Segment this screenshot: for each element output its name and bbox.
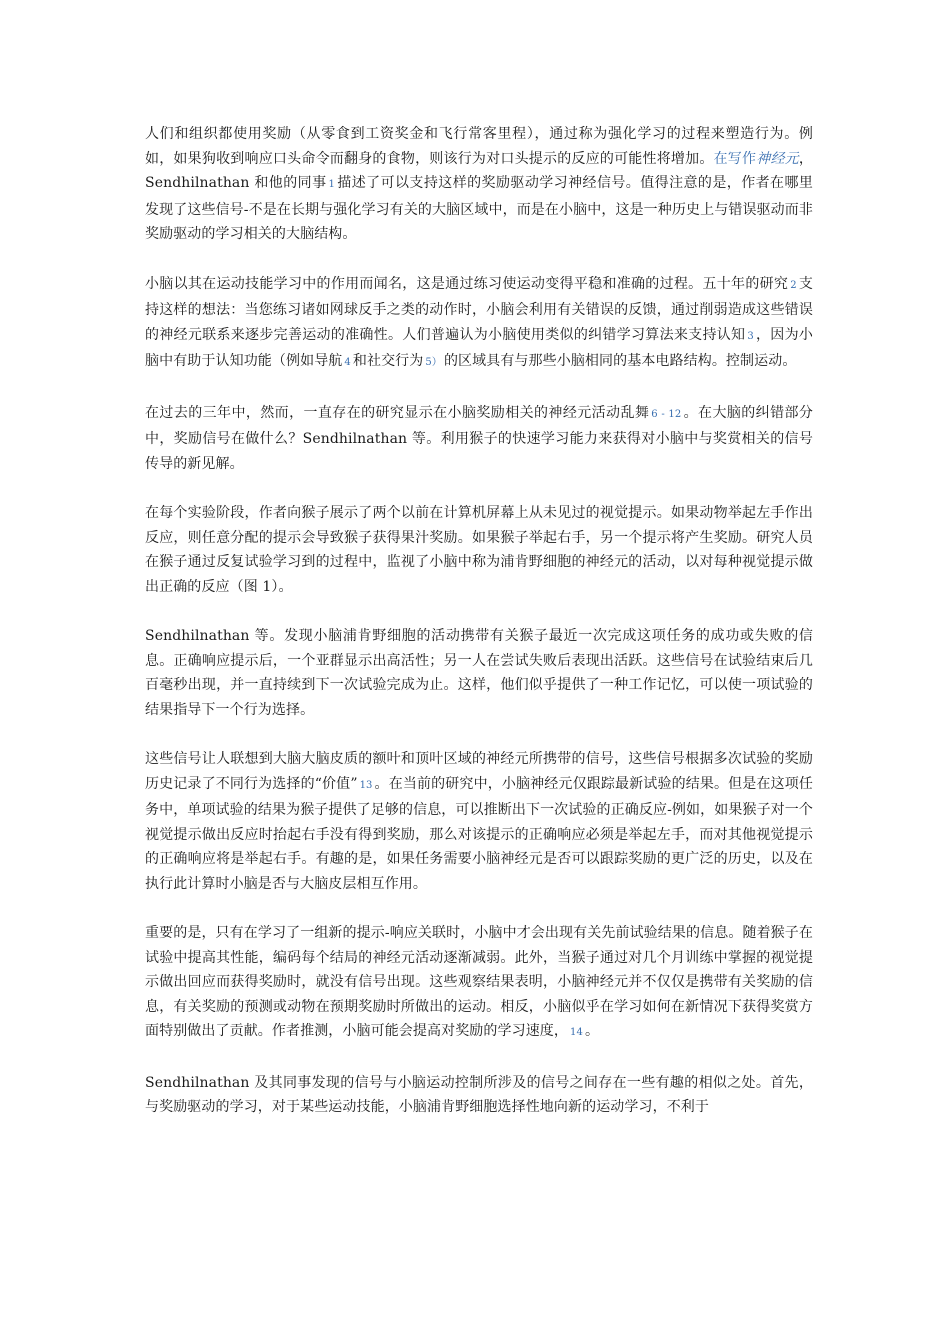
paragraph-1-text-a: 人们和组织都使用奖励（从零食到工资奖金和飞行常客里程），通过称为强化学习的过程来塑造行为。例如，如果狗收到响应口头命令而翻身的食物，则该行为对口头提示的反应的可能性将增加。 [145,126,813,167]
writing-link[interactable]: 在写作 [713,150,757,167]
paragraph-4-text: 在每个实验阶段，作者向猴子展示了两个以前在计算机屏幕上从未见过的视觉提示。如果动物举起左手作出反应，则任意分配的提示会导致猴子获得果汁奖励。如果猴子举起右手，另一个提示将产生奖励。研究人员在猴子通过反复试验学习到的过程中，监视了小脑中称为浦肯野细胞的神经元的活动，以对每种视觉提示做出正确的反应（图 1）。 [145,505,813,595]
paragraph-2 [145,272,813,376]
paragraph-8-text: Sendhilnathan 及其同事发现的信号与小脑运动控制所涉及的信号之间存在一些有趣的相似之处。首先，与奖励驱动的学习，对于某些运动技能，小脑浦肯野细胞选择性地向新的运动学习，不利于 [145,1074,813,1115]
paragraph-3 [145,401,813,477]
paragraph-2-text-b: 支持这样的想法：当您练习诸如网球反手之类的动作时，小脑会利用有关错误的反馈，通过削弱造成这些错误的神经元联系来逐步完善运动的准确性。人们普遍认为小脑使用类似的纠错学习算法来支持认知 [145,275,813,343]
paragraph-3-text-b: 。在大脑的纠错部分中，奖励信号在做什么？Sendhilnathan 等。利用猴子的快速学习能力来获得对小脑中与奖赏相关的信号传导的新见解。 [145,404,813,472]
paragraph-8 [145,1071,813,1120]
paragraph-1 [145,122,813,247]
paragraph-6-text-a: 这些信号让人联想到大脑大脑皮质的额叶和顶叶区域的神经元所携带的信号，这些信号根据多次试验的奖励历史记录了不同行为选择的“价值” [145,751,813,792]
paragraph-7-text-a: 重要的是，只有在学习了一组新的提示-响应关联时，小脑中才会出现有关先前试验结果的信息。随着猴子在试验中提高其性能，编码每个结局的神经元活动逐渐减弱。此外，当猴子通过对几个月训练中掌握的视觉提示做出回应而获得奖励时，就没有信号出现。这些观察结果表明，小脑神经元并不仅仅是携带有关奖励的信息，有关奖励的预测或动物在预期奖励时所做出的运动。相反，小脑似乎在学习如何在新情况下获得奖赏方面特别做出了贡献。作者推测，小脑可能会提高对奖励的学习速度， [145,925,813,1039]
reference-13-link[interactable]: 13 [359,779,373,791]
reference-2-link[interactable]: 2 [790,279,797,291]
paragraph-2-text-a: 小脑以其在运动技能学习中的作用而闻名，这是通过练习使运动变得平稳和准确的过程。五十年的研究 [145,275,789,292]
paragraph-1-text-b: ，Sendhilnathan 和他的同事 [145,150,813,191]
paragraph-2-text-c: ，因为小脑中有助于认知功能（例如导航 [145,326,813,369]
paragraph-7 [145,921,813,1046]
reference-5-link[interactable]: 5） [425,357,442,368]
paragraph-5 [145,624,813,722]
reference-1-link[interactable]: 1 [328,179,335,190]
paragraph-6 [145,747,813,896]
reference-6-12-link[interactable]: 6 - 12 [651,408,682,420]
reference-14-link[interactable]: 14 [570,1027,583,1038]
paragraph-2-text-e: 的区域具有与那些小脑相同的基本电路结构。控制运动。 [443,353,797,369]
journal-name-link[interactable]: 神经元 [756,150,799,167]
paragraph-4 [145,501,813,599]
paragraph-1-text-c: 描述了可以支持这样的奖励驱动学习神经信号。值得注意的是，作者在哪里发现了这些信号-不是在长期与强化学习有关的大脑区域中，而是在小脑中，这是一种历史上与错误驱动而非奖励驱动的学习相关的大脑结构。 [145,175,813,242]
paragraph-5-text: Sendhilnathan 等。发现小脑浦肯野细胞的活动携带有关猴子最近一次完成这项任务的成功或失败的信息。正确响应提示后，一个亚群显示出高活性；另一人在尝试失败后表现出活跃。这些信号在试验结束后几百毫秒出现，并一直持续到下一次试验完成为止。这样，他们似乎提供了一种工作记忆，可以使一项试验的结果指导下一个行为选择。 [145,628,813,718]
paragraph-2-text-d: 和社交行为 [352,353,424,369]
reference-4-link[interactable]: 4 [344,357,351,368]
paragraph-7-text-b: 。 [584,1023,600,1039]
article-body [145,122,813,1145]
paragraph-6-text-b: 。在当前的研究中，小脑神经元仅跟踪最新试验的结果。但是在这项任务中，单项试验的结果为猴子提供了足够的信息，可以推断出下一次试验的正确反应-例如，如果猴子对一个视觉提示做出反应时抬起右手没有得到奖励，那么对该提示的正确响应必须是举起左手，而对其他视觉提示的正确响应将是举起右手。有趣的是，如果任务需要小脑神经元是否可以跟踪奖励的更广泛的历史，以及在执行此计算时小脑是否与大脑皮层相互作用。 [145,775,813,892]
paragraph-3-text-a: 在过去的三年中，然而，一直存在的研究显示在小脑奖励相关的神经元活动乱舞 [145,404,650,421]
reference-3-link[interactable]: 3 [747,330,754,342]
